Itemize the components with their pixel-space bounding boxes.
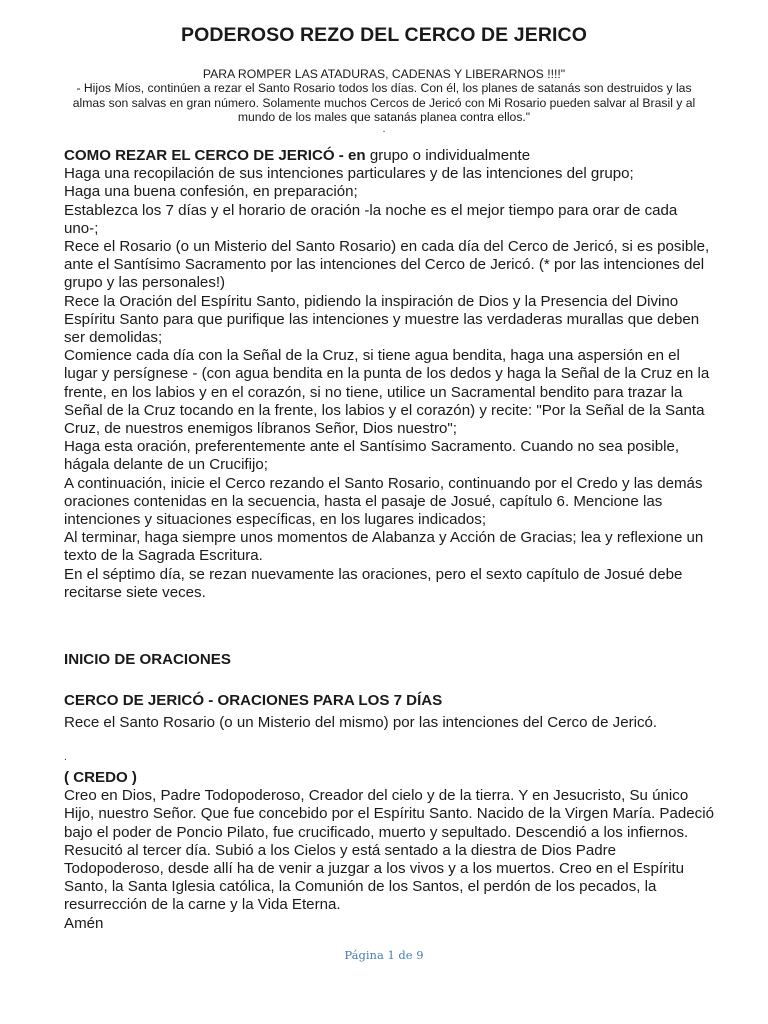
inicio-heading: INICIO DE ORACIONES: [64, 651, 231, 668]
how-to-heading: [64, 147, 714, 165]
credo-amen: Amén: [64, 914, 104, 932]
intro-line-1: PARA ROMPER LAS ATADURAS, CADENAS Y LIBERARNOS !!!!": [202, 67, 566, 81]
how-to-line: Haga esta oración, preferentemente ante el Santísimo Sacramento. Cuando no sea posible, hágala delante de un Crucifijo;: [64, 438, 680, 474]
credo-heading: ( CREDO ): [64, 769, 137, 786]
intro-line-2: - Hijos Míos, continúen a rezar el Santo Rosario todos los días. Con él, los planes de satanás son destruidos y las almas son salvas en gran número. Solamente muchos Cercos de Jericó con Mi Rosario pueden salvar al Brasil y al mundo de los males que satanás planea contra ellos.": [72, 81, 696, 125]
rece-text: Rece el Santo Rosario (o un Misterio del mismo) por las intenciones del Cerco de Jericó.: [64, 714, 658, 731]
separator-dot: .: [64, 752, 67, 763]
document-title: PODEROSO REZO DEL CERCO DE JERICO: [180, 24, 587, 46]
how-to-line: Establezca los 7 días y el horario de oración -la noche es el mejor tiempo para orar de cada uno-;: [64, 201, 678, 237]
intro-dot: .: [382, 123, 386, 135]
how-to-line: Comience cada día con la Señal de la Cruz, si tiene agua bendita, haga una aspersión en el lugar y persígnese - (con agua bendita en la punta de los dedos y haga la Señal de la Cruz en la frente, en los labios y en el corazón, si no tiene, utilice un Sacramental bendito para trazar la Señal de la Cruz tocando en la frente, los labios y el corazón) y recite: "Por la Señal de la Santa Cruz, de nuestros enemigos líbranos Señor, Dios nuestro";: [64, 347, 710, 438]
how-to-line: Haga una recopilación de sus intenciones particulares y de las intenciones del grupo;: [64, 165, 634, 183]
how-to-line: Rece el Rosario (o un Misterio del Santo Rosario) en cada día del Cerco de Jericó, si es posible, ante el Santísimo Sacramento por las intenciones del Cerco de Jericó. (* por las intenciones del grupo y las personales!): [64, 238, 710, 292]
credo-section: [64, 769, 714, 933]
how-to-line: En el séptimo día, se rezan nuevamente las oraciones, pero el sexto capítulo de Josué debe recitarse siete veces.: [64, 565, 683, 601]
how-to-line: A continuación, inicie el Cerco rezando el Santo Rosario, continuando por el Credo y las demás oraciones contenidas en la secuencia, hasta el pasaje de Josué, capítulo 6. Mencione las intenciones y situaciones específicas, en los lugares indicados;: [64, 474, 703, 529]
how-to-line: Rece la Oración del Espíritu Santo, pidiendo la inspiración de Dios y la Presencia del Divino Espíritu Santo para que purifique las intenciones y muestre las verdaderas murallas que deben ser demolidas;: [64, 292, 700, 347]
cerco-heading: CERCO DE JERICÓ - ORACIONES PARA LOS 7 DÍAS: [64, 692, 443, 709]
how-to-heading-bold: COMO REZAR EL CERCO DE JERICÓ - en: [64, 147, 366, 164]
how-to-line: Haga una buena confesión, en preparación;: [64, 183, 358, 201]
how-to-line: Al terminar, haga siempre unos momentos de Alabanza y Acción de Gracias; lea y reflexione un texto de la Sagrada Escritura.: [64, 529, 704, 565]
how-to-heading-rest: grupo o individualmente: [365, 147, 531, 164]
rece-paragraph: [64, 714, 714, 732]
page-number: Página 1 de 9: [344, 948, 424, 962]
intro-block: [60, 67, 708, 134]
credo-text: Creo en Dios, Padre Todopoderoso, Creador del cielo y de la tierra. Y en Jesucristo, Su único Hijo, nuestro Señor. Que fue concebido por el Espíritu Santo. Nacido de la Virgen María. Padeció bajo el poder de Poncio Pilato, fue crucificado, muerto y sepultado. Descendió a los infiernos. Resucitó al tercer día. Subió a los Cielos y está sentado a la diestra de Dios Padre Todopoderoso, desde allí ha de venir a juzgar a los vivos y a los muertos. Creo en el Espíritu Santo, la Santa Iglesia católica, la Comunión de los Santos, el perdón de los pecados, la resurrección de la carne y la Vida Eterna.: [64, 787, 714, 914]
how-to-section: [64, 147, 714, 602]
